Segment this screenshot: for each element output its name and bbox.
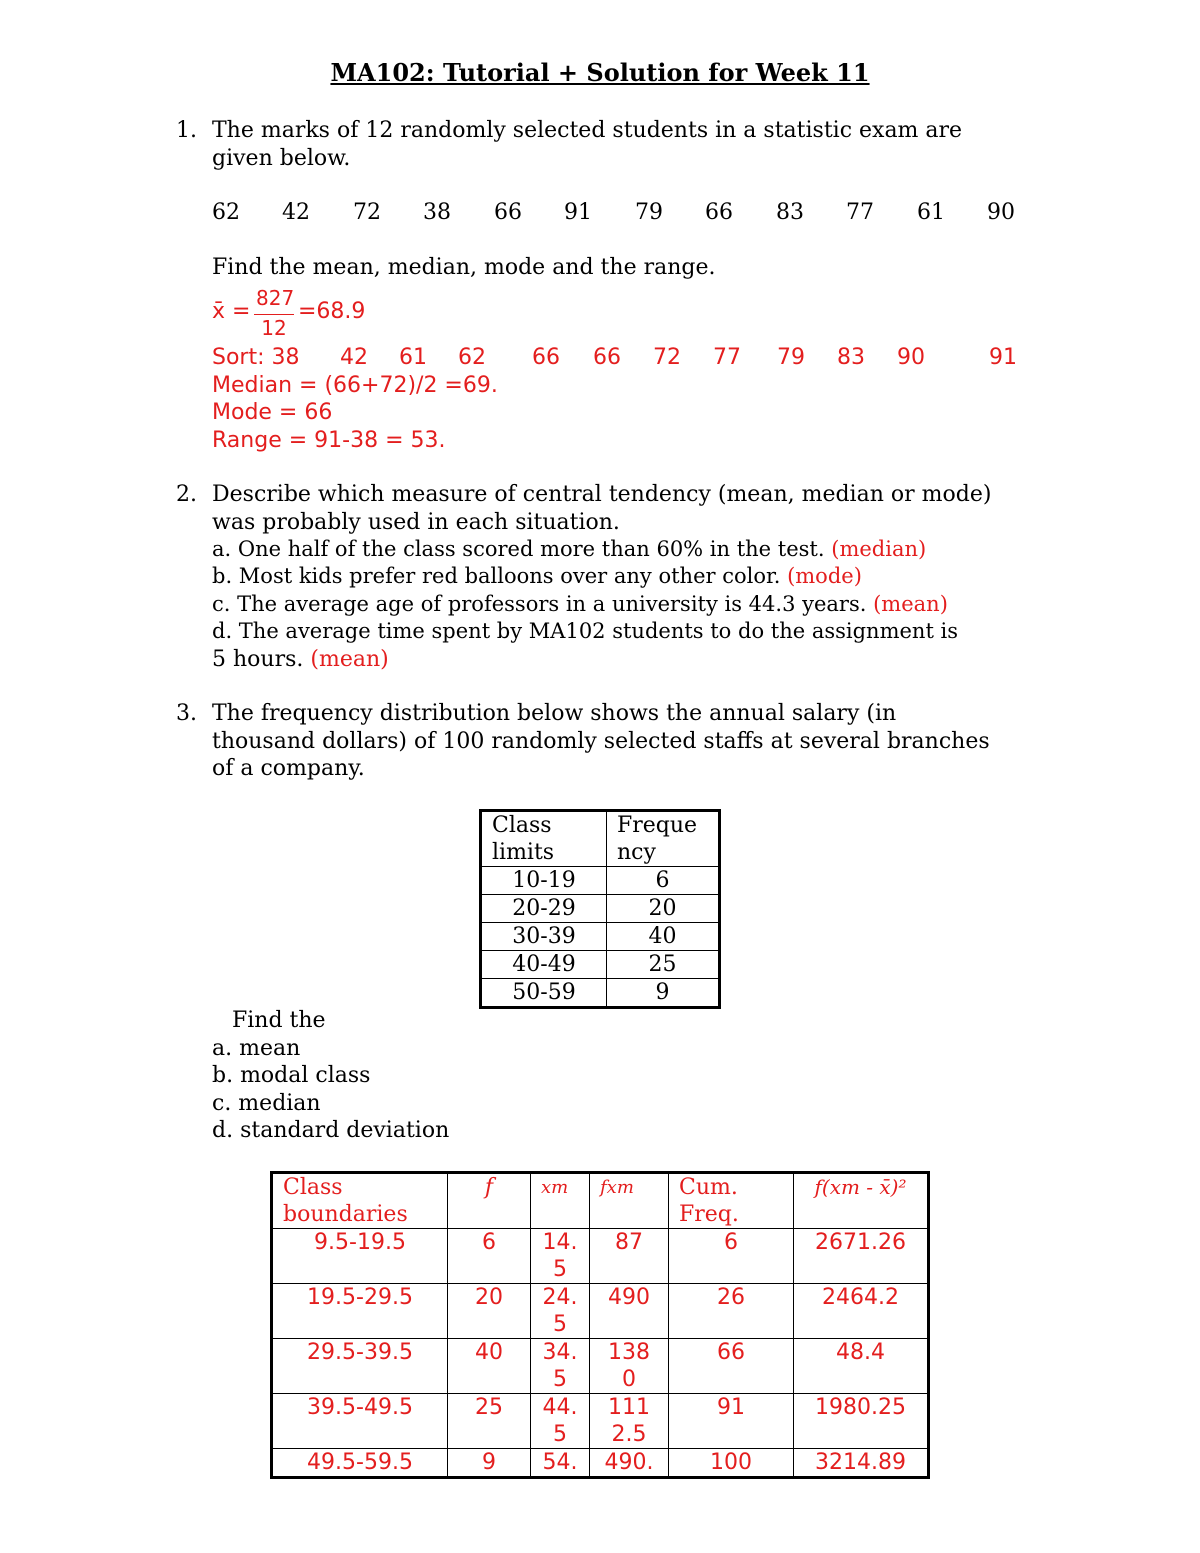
frequency-cell: 20 — [607, 895, 720, 923]
mark-value: 90 — [987, 200, 1015, 225]
q2-text-line2: was probably used in each situation. — [212, 510, 620, 535]
class-limit-cell: 30-39 — [481, 923, 607, 951]
class-limit-cell: 40-49 — [481, 951, 607, 979]
solution-header-row — [272, 1173, 929, 1229]
q2-number: 2. — [176, 482, 197, 507]
boundary-cell: 9.5-19.5 — [272, 1229, 448, 1284]
q3-text-line1: The frequency distribution below shows the annual salary (in — [212, 701, 897, 726]
mark-value: 38 — [423, 200, 451, 225]
mean-numerator: 827 — [256, 286, 295, 310]
header-class-limits: Class limits — [481, 811, 607, 867]
part-d: d. standard deviation — [212, 1118, 450, 1143]
header-frequency: Freque ncy — [607, 811, 720, 867]
q2-item-text: a. One half of the class scored more than 60% in the test. — [212, 537, 825, 561]
q1-text-line1: The marks of 12 randomly selected students in a statistic exam are — [212, 118, 963, 143]
frequency-cell: 6 — [607, 867, 720, 895]
sort-label: Sort: 38 — [212, 345, 300, 370]
q2-item-d-cont — [212, 646, 389, 673]
q2-item-answer: (mean) — [873, 592, 948, 616]
find-the-label: Find the — [232, 1008, 326, 1033]
sorted-value: 66 — [593, 345, 621, 370]
q2-item-a — [212, 536, 926, 563]
fxm-cell: 87 — [590, 1229, 669, 1284]
table-row — [481, 895, 720, 923]
mode-answer: Mode = 66 — [212, 400, 333, 425]
q3-text-line2: thousand dollars) of 100 randomly selected staffs at several branches — [212, 729, 990, 754]
header-class-boundaries: Class boundaries — [272, 1173, 448, 1229]
q2-item-text: d. The average time spent by MA102 students to do the assignment is — [212, 619, 959, 643]
deviation-cell: 3214.89 — [794, 1449, 929, 1478]
header-xm: xm — [531, 1173, 590, 1229]
table-row — [272, 1339, 929, 1394]
f-cell: 25 — [448, 1394, 531, 1449]
mark-value: 66 — [494, 200, 522, 225]
deviation-cell: 48.4 — [794, 1339, 929, 1394]
boundary-cell: 29.5-39.5 — [272, 1339, 448, 1394]
boundary-cell: 49.5-59.5 — [272, 1449, 448, 1478]
sorted-value: 90 — [897, 345, 925, 370]
sorted-value: 91 — [989, 345, 1017, 370]
part-c: c. median — [212, 1091, 321, 1116]
frequency-cell: 25 — [607, 951, 720, 979]
part-a: a. mean — [212, 1036, 301, 1061]
fxm-cell: 490. — [590, 1449, 669, 1478]
q2-item-answer: (mode) — [787, 564, 862, 588]
mark-value: 77 — [846, 200, 874, 225]
header-cum-freq: Cum. Freq. — [669, 1173, 794, 1229]
xm-cell: 24. 5 — [531, 1284, 590, 1339]
fxm-cell: 490 — [590, 1284, 669, 1339]
frequency-cell: 9 — [607, 979, 720, 1008]
cum-freq-cell: 100 — [669, 1449, 794, 1478]
mark-value: 62 — [212, 200, 240, 225]
class-limit-cell: 20-29 — [481, 895, 607, 923]
mark-value: 91 — [564, 200, 592, 225]
f-cell: 40 — [448, 1339, 531, 1394]
class-limit-cell: 50-59 — [481, 979, 607, 1008]
sorted-value: 83 — [837, 345, 865, 370]
table-row — [481, 867, 720, 895]
table-row — [272, 1394, 929, 1449]
f-cell: 9 — [448, 1449, 531, 1478]
part-b: b. modal class — [212, 1063, 371, 1088]
class-limit-cell: 10-19 — [481, 867, 607, 895]
mean-lhs: x̄ = — [212, 299, 251, 324]
solution-table — [270, 1171, 930, 1479]
q2-item-text: c. The average age of professors in a university is 44.3 years. — [212, 592, 867, 616]
f-cell: 20 — [448, 1284, 531, 1339]
deviation-cell: 2464.2 — [794, 1284, 929, 1339]
header-f: f — [448, 1173, 531, 1229]
sorted-value: 62 — [458, 345, 486, 370]
mean-denominator: 12 — [261, 316, 287, 340]
q2-text-line1: Describe which measure of central tendency (mean, median or mode) — [212, 482, 992, 507]
mark-value: 83 — [776, 200, 804, 225]
sorted-value: 77 — [713, 345, 741, 370]
boundary-cell: 39.5-49.5 — [272, 1394, 448, 1449]
table-row — [481, 951, 720, 979]
cum-freq-cell: 91 — [669, 1394, 794, 1449]
table-row — [272, 1229, 929, 1284]
mark-value: 42 — [282, 200, 310, 225]
q2-item-answer: (median) — [831, 537, 927, 561]
header-deviation: f(xm - x̄)² — [794, 1173, 929, 1229]
median-answer: Median = (66+72)/2 =69. — [212, 373, 498, 398]
xm-cell: 34. 5 — [531, 1339, 590, 1394]
fxm-cell: 138 0 — [590, 1339, 669, 1394]
xm-cell: 54. — [531, 1449, 590, 1478]
frequency-table — [479, 809, 721, 1009]
q2-item-c — [212, 591, 948, 618]
xm-cell: 44. 5 — [531, 1394, 590, 1449]
table-row — [272, 1284, 929, 1339]
q2-item-text: 5 hours. — [212, 647, 304, 672]
sorted-value: 66 — [532, 345, 560, 370]
q2-item-b — [212, 563, 862, 590]
mark-value: 79 — [635, 200, 663, 225]
fxm-cell: 111 2.5 — [590, 1394, 669, 1449]
mark-value: 66 — [705, 200, 733, 225]
frequency-cell: 40 — [607, 923, 720, 951]
sorted-value: 61 — [399, 345, 427, 370]
q2-item-answer: (mean) — [310, 647, 389, 672]
q2-item-text: b. Most kids prefer red balloons over any other color. — [212, 564, 781, 588]
mark-value: 72 — [353, 200, 381, 225]
cum-freq-cell: 66 — [669, 1339, 794, 1394]
table-row — [481, 979, 720, 1008]
table-row — [481, 923, 720, 951]
q2-item-d — [212, 618, 958, 645]
sorted-value: 79 — [777, 345, 805, 370]
f-cell: 6 — [448, 1229, 531, 1284]
page-title: MA102: Tutorial + Solution for Week 11 — [330, 58, 870, 87]
deviation-cell: 2671.26 — [794, 1229, 929, 1284]
mean-rhs: =68.9 — [298, 299, 366, 324]
boundary-cell: 19.5-29.5 — [272, 1284, 448, 1339]
sorted-marks — [212, 344, 1032, 371]
sorted-value: 72 — [653, 345, 681, 370]
cum-freq-cell: 26 — [669, 1284, 794, 1339]
q1-number: 1. — [176, 118, 197, 143]
q1-text-line2: given below. — [212, 146, 351, 171]
xm-cell: 14. 5 — [531, 1229, 590, 1284]
q1-prompt: Find the mean, median, mode and the range. — [212, 255, 716, 280]
q3-number: 3. — [176, 701, 197, 726]
q3-text-line3: of a company. — [212, 756, 365, 781]
header-fxm: fxm — [590, 1173, 669, 1229]
cum-freq-cell: 6 — [669, 1229, 794, 1284]
mark-value: 61 — [917, 200, 945, 225]
range-answer: Range = 91-38 = 53. — [212, 428, 446, 453]
fraction-bar — [254, 314, 294, 315]
deviation-cell: 1980.25 — [794, 1394, 929, 1449]
sorted-value: 42 — [340, 345, 368, 370]
table-row — [272, 1449, 929, 1478]
table-header-row — [481, 811, 720, 867]
